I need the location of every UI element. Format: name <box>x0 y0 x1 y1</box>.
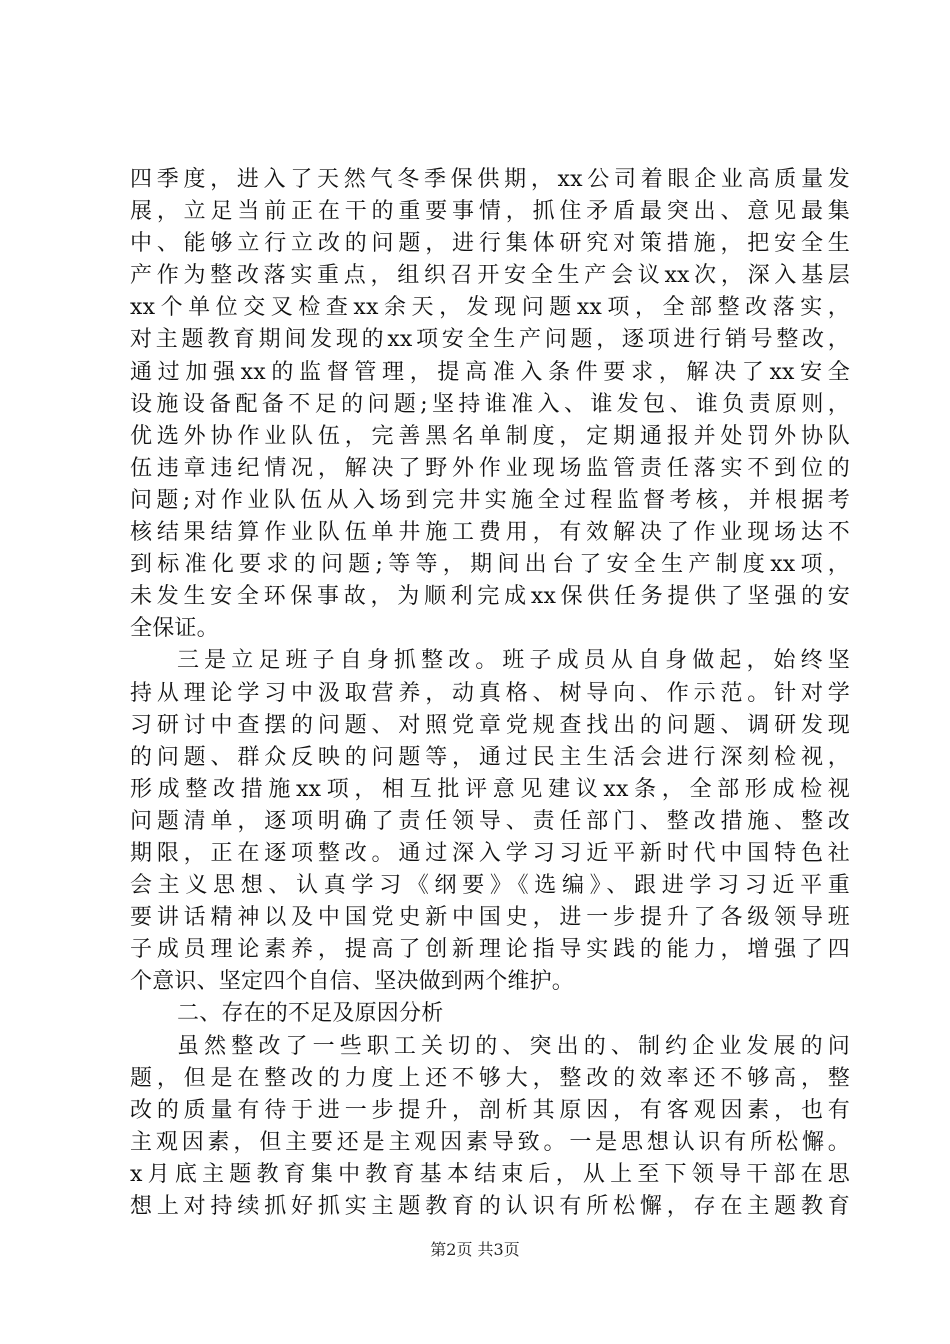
text-line: 设施设备配备不足的问题;坚持谁准入、谁发包、谁负责原则， <box>130 391 850 417</box>
text-line: 问题;对作业队伍从入场到完井实施全过程监督考核，并根据考 <box>130 487 850 513</box>
text-line: 想上对持续抓好抓实主题教育的认识有所松懈，存在主题教育 <box>130 1194 850 1219</box>
text-line: 形成整改措施xx项，相互批评意见建议xx条，全部形成检视 <box>130 776 850 802</box>
text-line: 习研讨中查摆的问题、对照党章党规查找出的问题、调研发现 <box>130 712 850 738</box>
text-line: 未发生安全环保事故，为顺利完成xx保供任务提供了坚强的安 <box>130 584 850 610</box>
text-line: x月底主题教育集中教育基本结束后，从上至下领导干部在思 <box>130 1161 850 1187</box>
text-line: 主观因素，但主要还是主观因素导致。一是思想认识有所松懈。 <box>130 1129 850 1155</box>
paragraph-1 <box>130 164 850 645</box>
text-line: 核结果结算作业队伍单井施工费用，有效解决了作业现场达不 <box>130 520 850 546</box>
text-line: 展，立足当前正在干的重要事情，抓住矛盾最突出、意见最集 <box>130 199 850 225</box>
text-line: 子成员理论素养，提高了创新理论指导实践的能力，增强了四 <box>130 937 850 963</box>
text-line: 中、能够立行立改的问题，进行集体研究对策措施，把安全生 <box>130 231 850 257</box>
text-line: 优选外协作业队伍，完善黑名单制度，定期通报并处罚外协队 <box>130 423 850 449</box>
text-line: 三是立足班子自身抓整改。班子成员从自身做起，始终坚 <box>177 648 850 674</box>
text-line: 产作为整改落实重点，组织召开安全生产会议xx次，深入基层 <box>130 263 850 289</box>
text-line: xx个单位交叉检查xx余天，发现问题xx项，全部整改落实， <box>130 295 850 321</box>
section-heading: 二、存在的不足及原因分析 <box>177 1001 444 1027</box>
body-text <box>130 164 850 1223</box>
text-line: 全保证。 <box>130 616 219 642</box>
text-line: 个意识、坚定四个自信、坚决做到两个维护。 <box>130 969 575 995</box>
text-line: 会主义思想、认真学习《纲要》《选编》、跟进学习习近平重 <box>130 873 850 899</box>
text-line: 伍违章违纪情况，解决了野外作业现场监管责任落实不到位的 <box>130 455 850 481</box>
text-line: 到标准化要求的问题;等等，期间出台了安全生产制度xx项， <box>130 552 850 578</box>
paragraph-2 <box>130 645 850 998</box>
text-line: 改的质量有待于进一步提升，剖析其原因，有客观因素，也有 <box>130 1097 850 1123</box>
text-line: 期限，正在逐项整改。通过深入学习习近平新时代中国特色社 <box>130 840 850 866</box>
text-line: 对主题教育期间发现的xx项安全生产问题，逐项进行销号整改， <box>130 327 850 353</box>
text-line: 通过加强xx的监督管理，提高准入条件要求，解决了xx安全 <box>130 359 850 385</box>
text-line: 问题清单，逐项明确了责任领导、责任部门、整改措施、整改 <box>130 808 850 834</box>
text-line: 四季度，进入了天然气冬季保供期，xx公司着眼企业高质量发 <box>130 167 850 192</box>
text-line: 虽然整改了一些职工关切的、突出的、制约企业发展的问 <box>177 1033 850 1059</box>
page-number-footer: 第2页 共3页 <box>430 1240 520 1259</box>
text-line: 持从理论学习中汲取营养，动真格、树导向、作示范。针对学 <box>130 680 850 706</box>
paragraph-3 <box>130 1031 850 1224</box>
text-line: 题，但是在整改的力度上还不够大，整改的效率还不够高，整 <box>130 1065 850 1091</box>
text-line: 的问题、群众反映的问题等，通过民主生活会进行深刻检视， <box>130 744 850 770</box>
text-line: 要讲话精神以及中国党史新中国史，进一步提升了各级领导班 <box>130 905 850 931</box>
